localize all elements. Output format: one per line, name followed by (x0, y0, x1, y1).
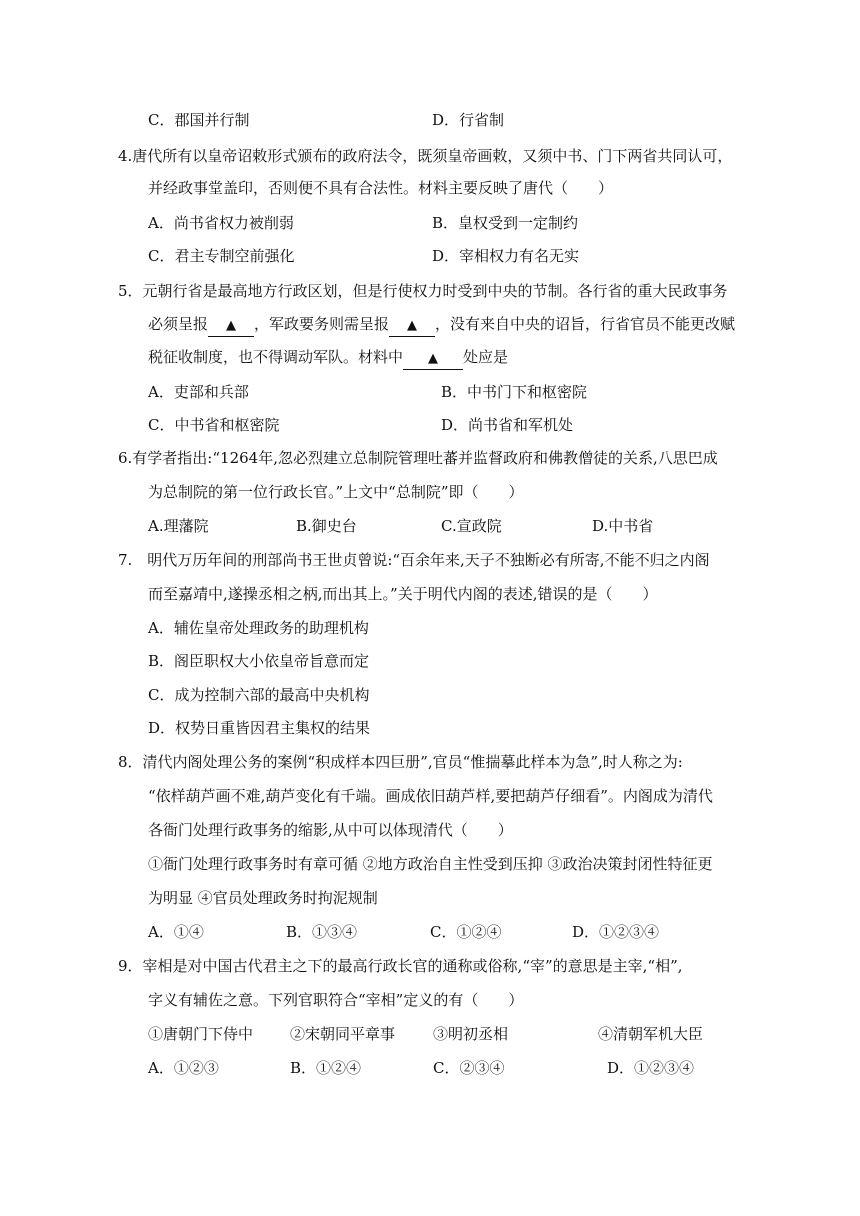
q5-text-b: ，军政要务则需呈报 (254, 315, 390, 333)
answer-blank-2 (389, 314, 435, 337)
q7-option-a: A．辅佐皇帝处理政务的助理机构 (148, 619, 369, 637)
q5-stem-line2 (148, 314, 735, 334)
answer-blank-3 (403, 347, 463, 370)
q9-item-3: ③明初丞相 (433, 1025, 509, 1043)
q6-stem-line1: 6.有学者指出:“1264年,忽必烈建立总制院管理吐蕃并监督政府和佛教僧徒的关系,八思巴成 (118, 449, 718, 467)
triangle-marker: ▲ (226, 318, 237, 333)
q4-option-c: C．君主专制空前强化 (148, 247, 295, 265)
q4-option-b: B．皇权受到一定制约 (432, 214, 579, 232)
q3-option-d: D．行省制 (432, 111, 505, 129)
q9-option-a: A．①②③ (148, 1059, 219, 1077)
q4-option-a: A．尚书省权力被削弱 (148, 214, 294, 232)
q9-item-4: ④清朝军机大臣 (598, 1025, 704, 1043)
triangle-marker: ▲ (407, 318, 418, 333)
q4-stem-line1: 4.唐代所有以皇帝诏敕形式颁布的政府法令，既须皇帝画敕，又须中书、门下两省共同认可， (118, 147, 733, 165)
q6-option-b: B.御史台 (296, 517, 357, 535)
q9-option-c: C．②③④ (433, 1059, 505, 1077)
q9-option-b: B．①②④ (290, 1059, 362, 1077)
q7-stem-line2: 而至嘉靖中,遂操丞相之柄,而出其上。”关于明代内阁的表述,错误的是（ ） (148, 585, 658, 603)
q9-item-2: ②宋朝同平章事 (290, 1025, 396, 1043)
q3-option-c: C．郡国并行制 (148, 111, 250, 129)
q5-option-d: D．尚书省和军机处 (441, 416, 574, 434)
q5-option-a: A．吏部和兵部 (148, 383, 249, 401)
q6-stem-line2: 为总制院的第一位行政长官。”上文中“总制院”即（ ） (148, 483, 524, 501)
q7-stem-line1: 7. 明代万历年间的刑部尚书王世贞曾说:“百余年来,天子不独断必有所寄,不能不归之内阁 (118, 551, 710, 569)
q5-stem-line1: 5．元朝行省是最高地方行政区划，但是行使权力时受到中央的节制。各行省的重大民政事务 (118, 282, 728, 300)
q8-stem-line1: 8．清代内阁处理公务的案例“积成样本四巨册”,官员“惟揣摹此样本为急”,时人称之为: (118, 753, 683, 771)
q5-option-c: C．中书省和枢密院 (148, 416, 280, 434)
q5-text-a: 必须呈报 (148, 315, 209, 333)
q8-stem-line3: 各衙门处理行政事务的缩影,从中可以体现清代（ ） (148, 821, 513, 839)
q9-stem-line1: 9．宰相是对中国古代君主之下的最高行政长官的通称或俗称,“宰”的意思是主宰,“相”, (118, 957, 683, 975)
triangle-marker: ▲ (428, 351, 439, 366)
q8-statements-line1: ①衙门处理行政事务时有章可循 ②地方政治自主性受到压抑 ③政治决策封闭性特征更 (148, 855, 713, 873)
q5-text-c: ，没有来自中央的诏旨，行省官员不能更改赋 (435, 315, 736, 333)
q7-option-c: C．成为控制六部的最高中央机构 (148, 686, 370, 704)
q5-text-d: 税征收制度，也不得调动军队。材料中 (148, 348, 404, 366)
q8-stem-line2: “依样葫芦画不难,葫芦变化有千端。画成依旧葫芦样,要把葫芦仔细看”。内阁成为清代 (148, 787, 713, 805)
q6-option-c: C.宣政院 (441, 517, 502, 535)
q8-option-d: D．①②③④ (572, 923, 660, 941)
q9-stem-line2: 字义有辅佐之意。下列官职符合“宰相”定义的有（ ） (148, 991, 524, 1009)
q4-option-d: D．宰相权力有名无实 (432, 247, 580, 265)
q7-option-d: D．权势日重皆因君主集权的结果 (148, 719, 371, 737)
q4-stem-line2: 并经政事堂盖印，否则便不具有合法性。材料主要反映了唐代（ ） (148, 179, 614, 197)
q6-option-d: D.中书省 (592, 517, 654, 535)
q6-option-a: A.理藩院 (148, 517, 209, 535)
q9-option-d: D．①②③④ (607, 1059, 695, 1077)
q8-statements-line2: 为明显 ④官员处理政务时拘泥规制 (148, 889, 378, 907)
q5-option-b: B．中书门下和枢密院 (441, 383, 588, 401)
q8-option-c: C．①②④ (430, 923, 502, 941)
q7-option-b: B．阁臣职权大小依皇帝旨意而定 (148, 652, 370, 670)
q9-item-1: ①唐朝门下侍中 (148, 1025, 254, 1043)
q8-option-a: A．①④ (148, 923, 204, 941)
answer-blank-1 (208, 314, 254, 337)
q5-text-e: 处应是 (463, 348, 509, 366)
q8-option-b: B．①③④ (286, 923, 358, 941)
q5-stem-line3 (148, 347, 508, 367)
